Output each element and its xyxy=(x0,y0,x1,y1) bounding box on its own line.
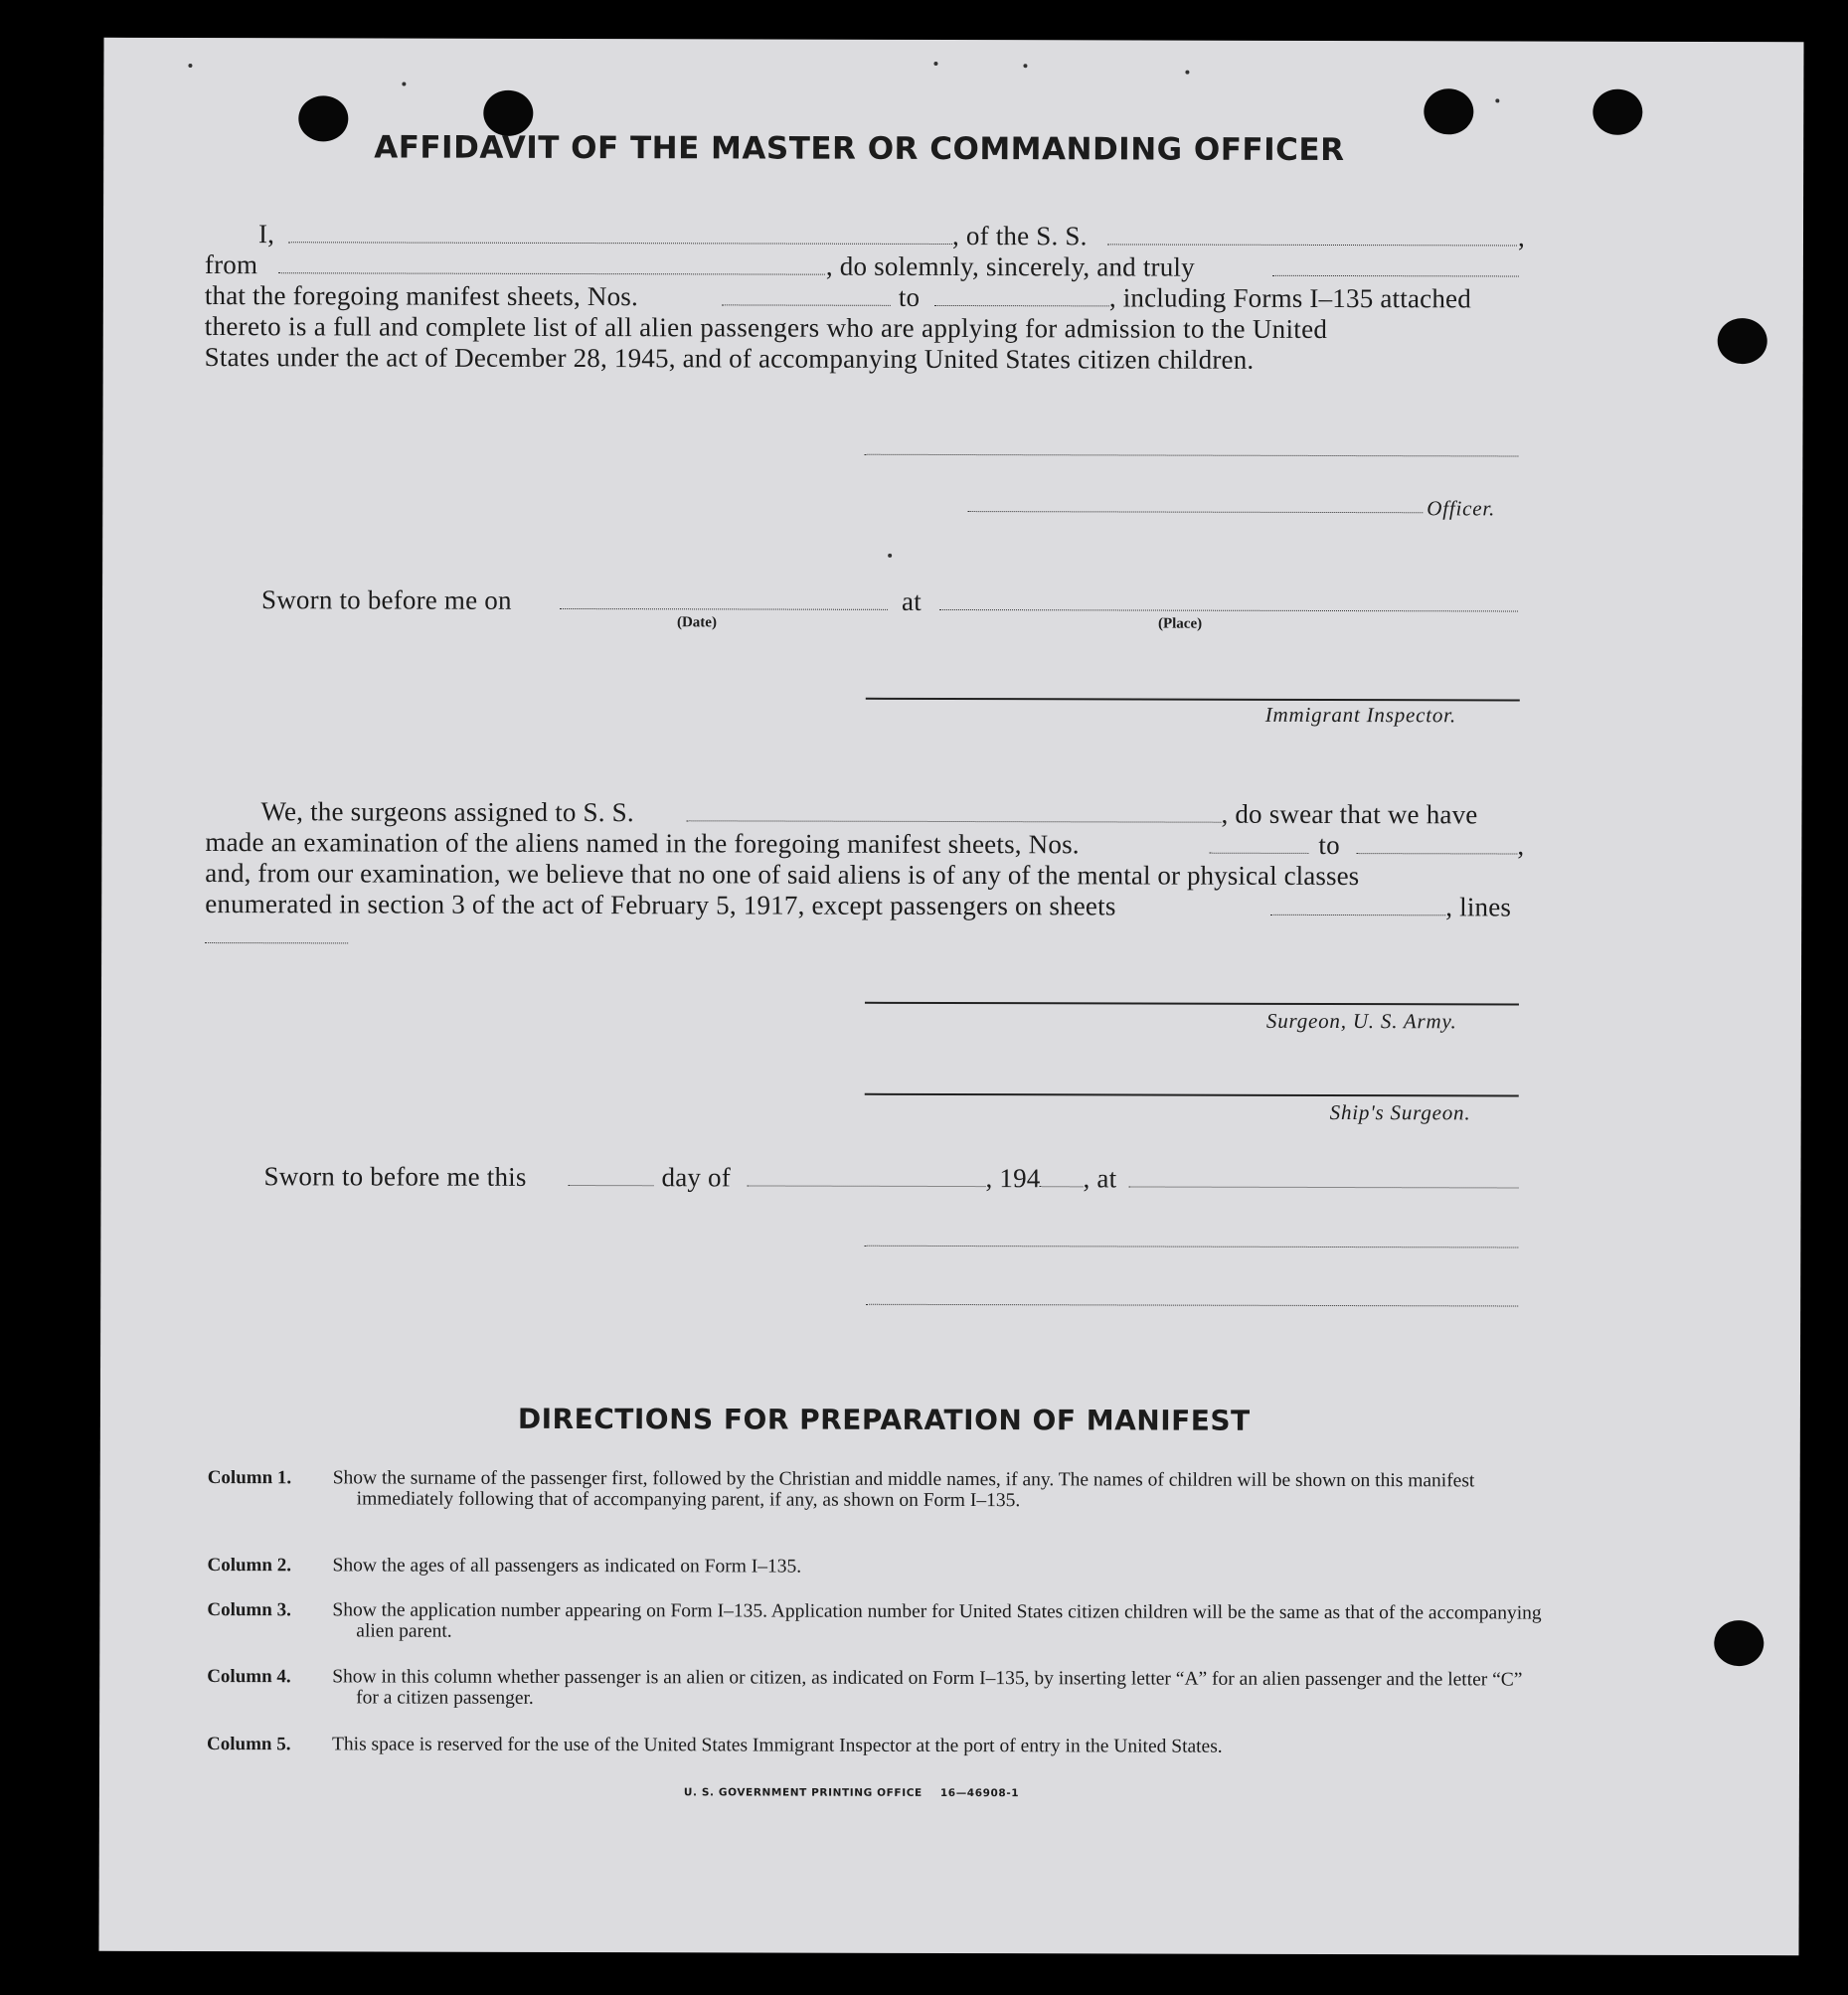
punch-hole xyxy=(1718,318,1767,364)
affidavit-line1-prefix: I, xyxy=(257,219,275,249)
surgeons-ship-field[interactable] xyxy=(686,820,1221,822)
official-signature-line[interactable] xyxy=(864,1246,1518,1248)
surgeons-sheet-to-field[interactable] xyxy=(1356,853,1517,854)
surgeons-sheets-field[interactable] xyxy=(1270,914,1445,915)
punch-hole xyxy=(1714,1620,1764,1666)
surgeons-sworn-dayof: day of xyxy=(661,1162,731,1193)
affidavit-line2-from: from xyxy=(204,249,258,280)
affidavit-line5: States under the act of December 28, 1945, and of accompanying United States citizen children. xyxy=(204,342,1255,375)
direction-text: This space is reserved for the use of the United States Immigrant Inspector at the port of entry in the United States. xyxy=(332,1734,1223,1757)
speck xyxy=(1495,98,1499,102)
direction-text: Show the ages of all passengers as indicated on Form I–135. xyxy=(332,1555,802,1578)
affidavit-line3-to: to xyxy=(898,281,921,312)
direction-label: Column 4. xyxy=(207,1666,291,1688)
surgeons-line4-prefix: enumerated in section 3 of the act of February 5, 1917, except passengers on sheets xyxy=(205,889,1116,921)
affidavit-line1-ss: , of the S. S. xyxy=(951,221,1088,251)
army-surgeon-signature-line[interactable] xyxy=(865,1002,1519,1006)
affidavit-line4: thereto is a full and complete list of all alien passengers who are applying for admission to the United xyxy=(204,311,1328,344)
sworn-at: at xyxy=(902,585,922,616)
sworn-month-field[interactable] xyxy=(747,1185,985,1187)
affidavit-title: AFFIDAVIT OF THE MASTER OR COMMANDING OFFICER xyxy=(374,129,1345,169)
surgeons-line3: and, from our examination, we believe that no one of said aliens is of any of the mental or physical classes xyxy=(205,858,1360,892)
surgeons-line2-to: to xyxy=(1318,829,1340,861)
speck xyxy=(1185,71,1189,75)
punch-hole xyxy=(1593,89,1642,135)
port-from-field[interactable] xyxy=(278,272,825,274)
sheet-to-field[interactable] xyxy=(934,305,1109,306)
punch-hole xyxy=(1424,88,1473,134)
surgeons-sworn-year: , 194 xyxy=(985,1163,1041,1194)
sworn-place-field[interactable] xyxy=(939,609,1518,612)
punch-hole xyxy=(298,95,348,141)
inspector-signature-line[interactable] xyxy=(866,698,1520,702)
inspector-label: Immigrant Inspector. xyxy=(1264,702,1456,728)
direction-text: Show in this column whether passenger is an alien or citizen, as indicated on Form I–135, by inserting letter “A” for an alien passenger and the letter “C” for a citizen passenger. xyxy=(332,1666,1523,1709)
surgeons-line4-lines: , lines xyxy=(1445,892,1512,922)
officer-label: Officer. xyxy=(1427,496,1496,521)
surgeons-sworn-at: , at xyxy=(1083,1163,1117,1194)
affidavit-line3-forms: , including Forms I–135 attached xyxy=(1108,282,1471,314)
speck xyxy=(933,62,937,66)
direction-text: Show the application number appearing on Form I–135. Application number for United States citizen children will be the same as that of the accompanying alien parent. xyxy=(332,1599,1542,1642)
ship-surgeon-signature-line[interactable] xyxy=(865,1093,1519,1097)
surgeons-sheet-from-field[interactable] xyxy=(1209,853,1308,854)
direction-label: Column 5. xyxy=(207,1734,291,1755)
speck xyxy=(188,64,192,68)
army-surgeon-label: Surgeon, U. S. Army. xyxy=(1265,1008,1457,1034)
directions-title: DIRECTIONS FOR PREPARATION OF MANIFEST xyxy=(517,1402,1251,1437)
sworn-year-field[interactable] xyxy=(1039,1186,1083,1187)
oath-field[interactable] xyxy=(1272,275,1519,277)
affidavit-line2-swear: , do solemnly, sincerely, and truly xyxy=(825,250,1195,282)
surgeons-sworn-prefix: Sworn to before me this xyxy=(263,1161,527,1192)
surgeons-lines-field[interactable] xyxy=(205,942,348,943)
place-caption: (Place) xyxy=(1157,615,1203,632)
sworn-date-field[interactable] xyxy=(560,608,888,610)
officer-signature-line[interactable] xyxy=(864,454,1518,457)
ship-name-field[interactable] xyxy=(1107,244,1517,246)
sworn-location-field[interactable] xyxy=(1128,1186,1518,1188)
official-title-line[interactable] xyxy=(866,1304,1518,1307)
ship-surgeon-label: Ship's Surgeon. xyxy=(1329,1099,1471,1125)
sworn-day-field[interactable] xyxy=(569,1185,654,1186)
surgeons-line2-comma: , xyxy=(1517,830,1525,861)
direction-label: Column 1. xyxy=(207,1467,292,1489)
speck xyxy=(1023,64,1027,68)
form-page xyxy=(98,38,1803,1955)
surgeons-line1-prefix: We, the surgeons assigned to S. S. xyxy=(260,796,634,828)
direction-label: Column 3. xyxy=(207,1599,291,1621)
surgeons-line1-swear: , do swear that we have xyxy=(1221,798,1478,830)
affidavit-line1-comma: , xyxy=(1517,222,1525,252)
master-name-field[interactable] xyxy=(288,242,952,245)
printer-imprint: U. S. GOVERNMENT PRINTING OFFICE xyxy=(683,1786,923,1799)
affidavit-line3-sheets: that the foregoing manifest sheets, Nos. xyxy=(204,280,639,312)
speck xyxy=(888,554,892,558)
sheet-from-field[interactable] xyxy=(722,304,891,305)
direction-label: Column 2. xyxy=(207,1555,291,1577)
form-code: 16—46908-1 xyxy=(939,1786,1020,1800)
surgeons-line2-prefix: made an examination of the aliens named in the foregoing manifest sheets, Nos. xyxy=(205,827,1080,860)
officer-title-line[interactable] xyxy=(967,511,1423,513)
direction-text: Show the surname of the passenger first, followed by the Christian and middle names, if any. The names of children will be shown on this manifest immediately following that of accompanying parent, if any, as shown on Form I–135. xyxy=(332,1467,1475,1512)
date-caption: (Date) xyxy=(676,614,717,631)
speck xyxy=(402,83,406,86)
sworn-date-prefix: Sworn to before me on xyxy=(261,584,512,615)
